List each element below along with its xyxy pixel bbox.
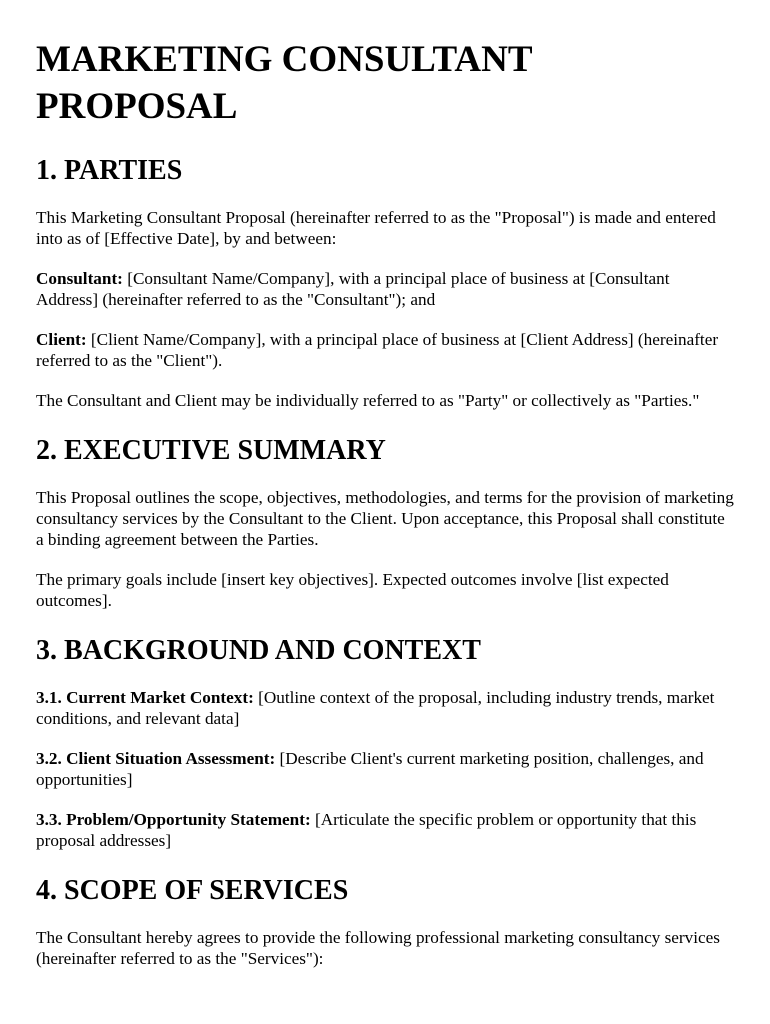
- paragraph: [36, 569, 734, 611]
- paragraph-text: [Describe Client's current marketing position, challenges, and opportunities]: [36, 749, 704, 789]
- paragraph-text: [Consultant Name/Company], with a principal place of business at [Consultant Address] (hereinafter referred to as the "Consultant"); and: [36, 269, 670, 309]
- paragraph-label: 3.3. Problem/Opportunity Statement:: [36, 810, 311, 829]
- document-title: MARKETING CONSULTANT PROPOSAL: [36, 39, 532, 127]
- paragraph-label: Client:: [36, 330, 87, 349]
- paragraph-text: This Proposal outlines the scope, objectives, methodologies, and terms for the provision of marketing consultancy services by the Consultant to the Client. Upon acceptance, this Proposal shall constitute a binding agreement between the Parties.: [36, 488, 734, 549]
- paragraph-label: 3.1. Current Market Context:: [36, 688, 254, 707]
- section-scope-of-services: [36, 874, 734, 969]
- paragraph-label: Consultant:: [36, 269, 123, 288]
- paragraph-text: [Articulate the specific problem or opportunity that this proposal addresses]: [36, 810, 697, 850]
- section-parties: [36, 154, 734, 411]
- paragraph: [36, 268, 734, 310]
- section-background-and-context: [36, 634, 734, 851]
- paragraph: [36, 748, 734, 790]
- paragraph: [36, 329, 734, 371]
- paragraph: [36, 207, 734, 249]
- paragraph-text: The Consultant and Client may be individually referred to as "Party" or collectively as "Parties.": [36, 391, 700, 410]
- paragraph: [36, 809, 734, 851]
- paragraph-text: [Outline context of the proposal, including industry trends, market conditions, and relevant data]: [36, 688, 715, 728]
- section-heading: 3. BACKGROUND AND CONTEXT: [36, 635, 481, 666]
- paragraph: [36, 390, 734, 411]
- section-heading: 4. SCOPE OF SERVICES: [36, 875, 349, 906]
- paragraph-text: The primary goals include [insert key objectives]. Expected outcomes involve [list expected outcomes].: [36, 570, 669, 610]
- paragraph-label: 3.2. Client Situation Assessment:: [36, 749, 276, 768]
- paragraph: [36, 687, 734, 729]
- paragraph: [36, 487, 734, 550]
- paragraph-text: The Consultant hereby agrees to provide the following professional marketing consultancy services (hereinafter referred to as the "Services"):: [36, 928, 720, 968]
- paragraph-text: This Marketing Consultant Proposal (hereinafter referred to as the "Proposal") is made and entered into as of [Effective Date], by and between:: [36, 208, 716, 248]
- section-executive-summary: [36, 434, 734, 611]
- paragraph: [36, 927, 734, 969]
- section-heading: 2. EXECUTIVE SUMMARY: [36, 435, 386, 466]
- section-heading: 1. PARTIES: [36, 155, 183, 186]
- paragraph-text: [Client Name/Company], with a principal place of business at [Client Address] (hereinafter referred to as the "Client").: [36, 330, 719, 370]
